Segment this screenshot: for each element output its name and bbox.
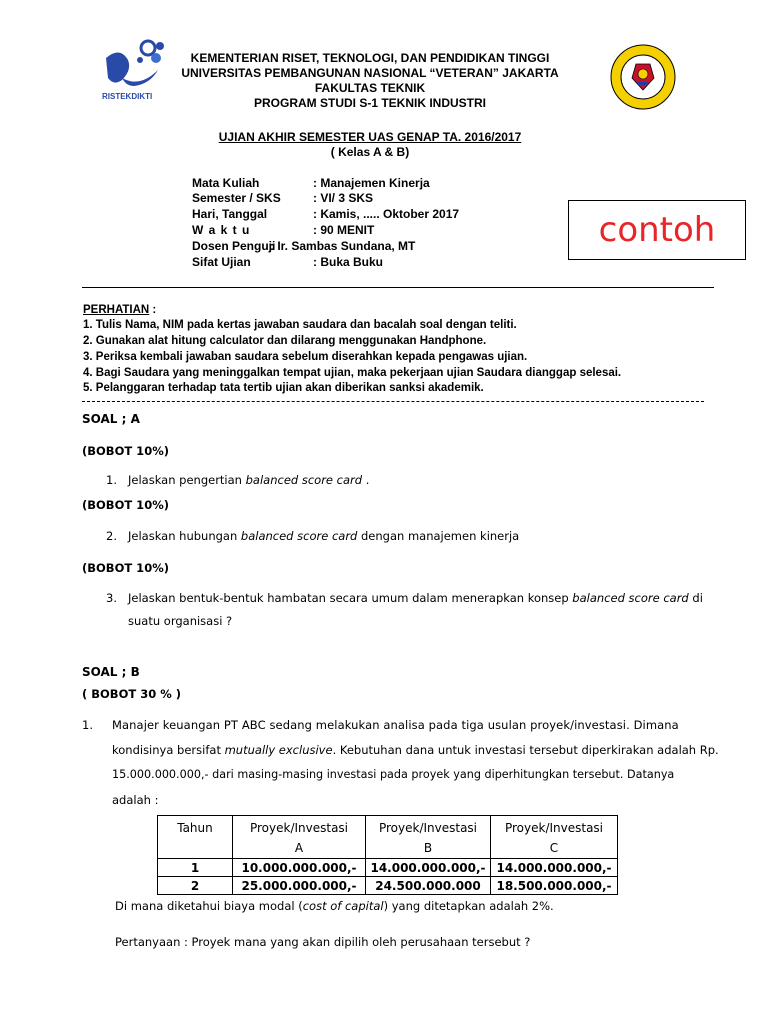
q3-text-line2: suatu organisasi ?	[128, 614, 233, 628]
q2-text-pre: Jelaskan hubungan	[128, 529, 241, 543]
waktu-value: : 90 MENIT	[313, 223, 375, 237]
soal-b-weight: ( BOBOT 30 % )	[82, 687, 181, 701]
hari-value: : Kamis, ..... Oktober 2017	[313, 207, 460, 221]
q1-text-pre: Jelaskan pengertian	[128, 473, 246, 487]
q2-weight: (BOBOT 10%)	[82, 498, 169, 512]
notice-item: 5. Pelanggaran terhadap tata tertib ujian akan diberikan sanksi akademik.	[83, 382, 484, 394]
soal-b-q-number: 1.	[82, 718, 93, 732]
table-cell: 2	[158, 877, 233, 895]
question-text: Pertanyaan : Proyek mana yang akan dipilih oleh perusahaan tersebut ?	[115, 935, 531, 949]
header-tahun: Tahun	[177, 821, 213, 835]
q1-weight: (BOBOT 10%)	[82, 444, 169, 458]
soal-b-line2-pre: kondisinya bersifat	[112, 743, 225, 757]
exam-title: UJIAN AKHIR SEMESTER UAS GENAP TA. 2016/2017	[218, 130, 522, 144]
cost-em: cost of capital	[302, 899, 384, 913]
soal-b-line1: Manajer keuangan PT ABC sedang melakukan analisa pada tiga usulan proyek/investasi. Dimana	[112, 718, 679, 732]
header-proyek-b: Proyek/Investasi	[378, 821, 478, 835]
notice-item: 4. Bagi Saudara yang meninggalkan tempat ujian, maka pekerjaan ujian Saudara dianggap selesai.	[83, 367, 622, 379]
table-cell: 14.000.000.000,-	[491, 859, 618, 877]
semester-label: Semester / SKS	[192, 191, 281, 205]
semester-value: : VI/ 3 SKS	[313, 191, 374, 205]
header-faculty: FAKULTAS TEKNIK	[314, 81, 426, 95]
soal-b-line2-post: . Kebutuhan dana untuk investasi tersebut diperkirakan adalah Rp.	[332, 743, 719, 757]
q1-number: 1.	[106, 473, 117, 487]
header-proyek-a: Proyek/Investasi	[249, 821, 349, 835]
dosen-value: : Ir. Sambas Sundana, MT	[270, 239, 416, 253]
soal-b-line2	[112, 743, 719, 757]
waktu-label: W a k t u	[192, 223, 251, 237]
q2-text	[128, 529, 519, 543]
cost-pre: Di mana diketahui biaya modal (	[115, 899, 303, 913]
contoh-stamp: contoh	[568, 200, 746, 260]
table-cell: 24.500.000.000	[366, 877, 491, 895]
header-proyek-a-sub: A	[294, 841, 304, 855]
table-cell: 14.000.000.000,-	[366, 859, 491, 877]
header-ministry: KEMENTERIAN RISET, TEKNOLOGI, DAN PENDIDIKAN TINGGI	[190, 51, 550, 65]
q3-text	[128, 591, 703, 605]
notice-item: 3. Periksa kembali jawaban saudara sebelum diserahkan kepada pengawas ujian.	[83, 351, 528, 363]
soal-b-line2-em: mutually exclusive	[224, 743, 333, 757]
table-cell: 18.500.000.000,-	[491, 877, 618, 895]
soal-b-line4: adalah :	[112, 793, 159, 807]
soal-b-line3: 15.000.000.000,- dari masing-masing investasi pada proyek yang diperhitungkan tersebut. Datanya	[112, 768, 675, 781]
notice-divider	[82, 401, 704, 402]
table-cell: 10.000.000.000,-	[233, 859, 366, 877]
soal-b-title: SOAL ; B	[82, 665, 140, 679]
notice-item: 2. Gunakan alat hitung calculator dan dilarang menggunakan Handphone.	[83, 335, 487, 347]
notice-title-suffix: :	[149, 304, 157, 316]
q3-number: 3.	[106, 591, 117, 605]
q2-number: 2.	[106, 529, 117, 543]
upn-seal-icon	[610, 44, 676, 110]
ristekdikti-logo-text: RISTEKDIKTI	[102, 92, 153, 101]
cost-post: ) yang ditetapkan adalah 2%.	[383, 899, 554, 913]
q1-text-post: .	[362, 473, 370, 487]
notice-item: 1. Tulis Nama, NIM pada kertas jawaban saudara dan bacalah soal dengan teliti.	[83, 319, 517, 331]
header-proyek-c: Proyek/Investasi	[504, 821, 604, 835]
table-row	[158, 877, 618, 895]
header-university: UNIVERSITAS PEMBANGUNAN NASIONAL “VETERAN” JAKARTA	[181, 66, 559, 80]
mata-kuliah-label: Mata Kuliah	[192, 176, 260, 190]
table-cell: 1	[158, 859, 233, 877]
table-header-cell	[366, 816, 491, 859]
table-header-cell	[491, 816, 618, 859]
q3-text-em: balanced score card	[572, 591, 689, 605]
q1-text-em: balanced score card	[245, 473, 363, 487]
soal-a-title: SOAL ; A	[82, 412, 140, 426]
notice-title-text: PERHATIAN	[83, 304, 150, 316]
cost-of-capital-text	[115, 899, 554, 913]
project-investment-table	[157, 815, 618, 895]
mata-kuliah-value: : Manajemen Kinerja	[313, 176, 430, 190]
notice-title	[83, 303, 156, 318]
table-header-cell	[233, 816, 366, 859]
header-divider	[82, 287, 714, 288]
table-header-cell	[158, 816, 233, 859]
exam-class: ( Kelas A & B)	[330, 145, 410, 159]
table-cell: 25.000.000.000,-	[233, 877, 366, 895]
q3-weight: (BOBOT 10%)	[82, 561, 169, 575]
table-header-row	[158, 816, 618, 859]
sifat-value: : Buka Buku	[313, 255, 384, 269]
q3-text-pre: Jelaskan bentuk-bentuk hambatan secara umum dalam menerapkan konsep	[128, 591, 573, 605]
sifat-label: Sifat Ujian	[192, 255, 251, 269]
header-program: PROGRAM STUDI S-1 TEKNIK INDUSTRI	[253, 96, 486, 110]
q2-text-post: dengan manajemen kinerja	[357, 529, 520, 543]
dosen-label: Dosen Penguji	[192, 239, 276, 253]
upn-logo	[610, 44, 676, 110]
header-proyek-b-sub: B	[423, 841, 433, 855]
hari-label: Hari, Tanggal	[192, 207, 268, 221]
header-proyek-c-sub: C	[549, 841, 559, 855]
q2-text-em: balanced score card	[240, 529, 358, 543]
table-row	[158, 859, 618, 877]
q1-text	[128, 473, 369, 487]
q3-text-post: di	[688, 591, 703, 605]
